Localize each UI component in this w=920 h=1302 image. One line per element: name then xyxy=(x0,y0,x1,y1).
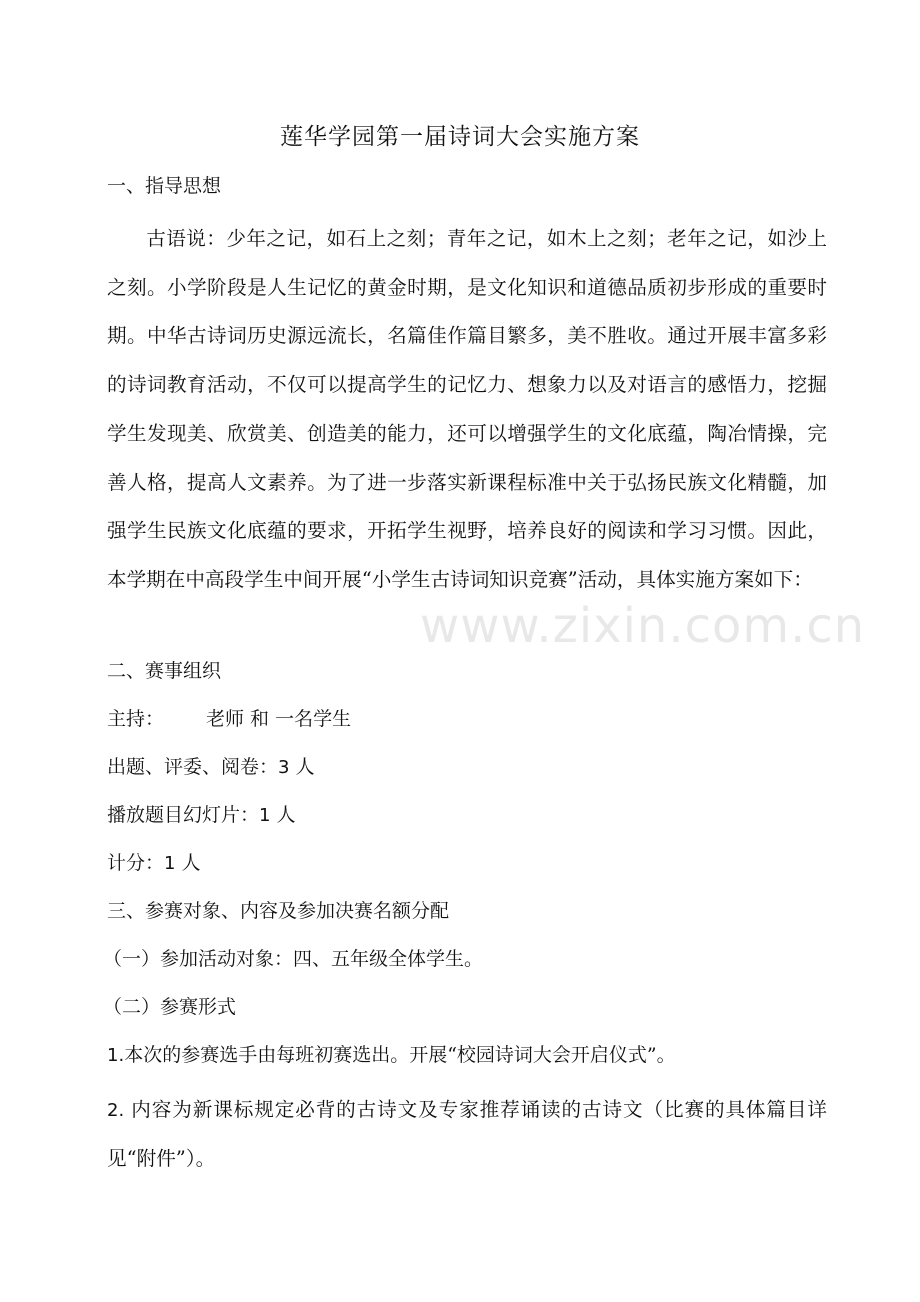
list-item-1-text: 本次的参赛选手由每班初赛选出。开展“校园诗词大会开启仪式”。 xyxy=(124,1044,676,1066)
list-item-2 xyxy=(107,1086,827,1183)
slides-line xyxy=(107,800,296,827)
list-item-2-text: 内容为新课标规定必背的古诗文及专家推荐诵读的古诗文（比赛的具体篇目详见“附件”）。 xyxy=(107,1098,827,1170)
host-label: 主持： xyxy=(107,708,165,730)
judges-count: 3 xyxy=(278,757,290,778)
judges-line xyxy=(107,752,315,779)
judges-label: 出题、评委、阅卷： xyxy=(107,756,279,778)
slides-count: 1 xyxy=(259,805,271,826)
participation-format-heading: （二）参赛形式 xyxy=(103,996,237,1018)
score-unit: 人 xyxy=(181,852,201,874)
document-title: 莲华学园第一届诗词大会实施方案 xyxy=(280,124,640,150)
judges-unit: 人 xyxy=(295,756,315,778)
slides-unit: 人 xyxy=(276,804,296,826)
list-item-1 xyxy=(107,1040,676,1067)
slides-label: 播放题目幻灯片： xyxy=(107,804,260,826)
watermark: www.zixin.com.cn xyxy=(420,598,866,654)
score-count: 1 xyxy=(164,853,176,874)
list-item-2-number: 2. xyxy=(107,1100,125,1121)
participants-target: （一）参加活动对象：四、五年级全体学生。 xyxy=(103,948,484,970)
guiding-idea-paragraph: 古语说：少年之记，如石上之刻；青年之记，如木上之刻；老年之记，如沙上之刻。小学阶段是人生记忆的黄金时期，是文化知识和道德品质初步形成的重要时期。中华古诗词历史源远流长，名篇佳作篇目繁多，美不胜收。通过开展丰富多彩的诗词教育活动，不仅可以提高学生的记忆力、想象力以及对语言的感悟力，挖掘学生发现美、欣赏美、创造美的能力，还可以增强学生的文化底蕴，陶冶情操，完善人格，提高人文素养。为了进一步落实新课程标准中关于弘扬民族文化精髓，加强学生民族文化底蕴的要求，开拓学生视野，培养良好的阅读和学习习惯。因此，本学期在中高段学生中间开展“小学生古诗词知识竞赛”活动，具体实施方案如下： xyxy=(107,227,827,591)
section-heading-guiding-idea: 一、指导思想 xyxy=(107,175,222,197)
host-value: 老师 和 一名学生 xyxy=(206,708,352,730)
host-line xyxy=(107,704,351,731)
score-line xyxy=(107,848,201,875)
list-item-1-number: 1. xyxy=(107,1045,125,1066)
section-heading-participants: 三、参赛对象、内容及参加决赛名额分配 xyxy=(107,900,450,922)
section-heading-organization: 二、赛事组织 xyxy=(107,660,222,682)
score-label: 计分： xyxy=(107,852,165,874)
